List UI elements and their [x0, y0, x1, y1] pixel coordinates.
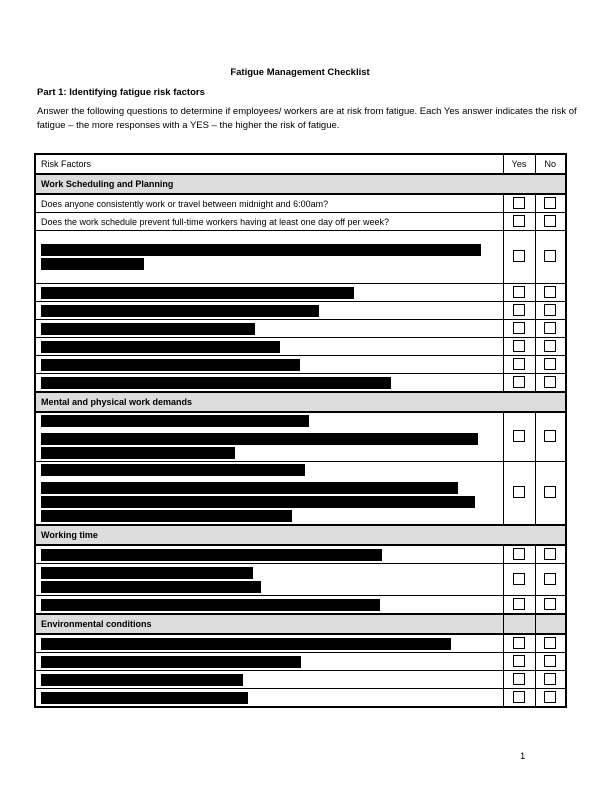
table-row — [35, 302, 566, 320]
yes-cell — [503, 671, 535, 689]
section-title: Mental and physical work demands — [35, 392, 566, 412]
yes-cell — [503, 634, 535, 653]
yes-checkbox[interactable] — [513, 197, 525, 209]
yes-cell — [503, 412, 535, 462]
no-checkbox[interactable] — [544, 430, 556, 442]
redacted-question — [35, 320, 503, 338]
redaction-bar — [41, 567, 253, 579]
redaction-bar — [41, 447, 235, 459]
table-row — [35, 689, 566, 708]
table-row — [35, 338, 566, 356]
redacted-question — [35, 689, 503, 708]
no-checkbox[interactable] — [544, 340, 556, 352]
no-cell — [535, 412, 566, 462]
table-row — [35, 320, 566, 338]
yes-checkbox[interactable] — [513, 598, 525, 610]
redaction-bar — [41, 549, 382, 561]
no-cell — [535, 320, 566, 338]
redacted-question — [35, 231, 503, 284]
yes-cell — [503, 302, 535, 320]
table-row — [35, 545, 566, 564]
page-number: 1 — [520, 751, 526, 762]
no-checkbox[interactable] — [544, 250, 556, 262]
no-checkbox[interactable] — [544, 673, 556, 685]
redacted-question — [35, 374, 503, 393]
redaction-bar — [41, 464, 305, 476]
yes-cell — [503, 194, 535, 213]
redacted-question — [35, 545, 503, 564]
no-cell — [535, 194, 566, 213]
redacted-question — [35, 284, 503, 302]
part-heading: Part 1: Identifying fatigue risk factors — [37, 87, 205, 98]
redaction-bar — [41, 581, 261, 593]
document-title: Fatigue Management Checklist — [230, 67, 370, 78]
table-row — [35, 634, 566, 653]
section-environmental — [35, 614, 566, 634]
redacted-question — [35, 356, 503, 374]
no-checkbox[interactable] — [544, 286, 556, 298]
yes-cell — [503, 374, 535, 393]
redaction-bar — [41, 377, 391, 389]
yes-cell — [503, 231, 535, 284]
no-cell — [535, 653, 566, 671]
table-row — [35, 284, 566, 302]
no-cell — [535, 356, 566, 374]
redaction-bar — [41, 287, 354, 299]
yes-checkbox[interactable] — [513, 430, 525, 442]
section-mental-physical — [35, 392, 566, 412]
yes-cell — [503, 284, 535, 302]
yes-checkbox[interactable] — [513, 304, 525, 316]
redaction-bar — [41, 692, 248, 704]
intro-paragraph: Answer the following questions to determine if employees/ workers are at risk from fatigue. Each Yes answer indicates the risk of fatigue – the more responses with a YES – the higher the risk of fatigue. — [37, 106, 577, 131]
no-checkbox[interactable] — [544, 197, 556, 209]
yes-cell — [503, 462, 535, 526]
yes-checkbox[interactable] — [513, 286, 525, 298]
table-row — [35, 231, 566, 284]
yes-cell — [503, 545, 535, 564]
no-cell — [535, 374, 566, 393]
question-text: Does anyone consistently work or travel between midnight and 6:00am? — [35, 194, 503, 213]
yes-cell — [503, 689, 535, 708]
section-title: Environmental conditions — [35, 614, 503, 634]
redacted-question — [35, 462, 503, 526]
no-cell — [535, 634, 566, 653]
redaction-bar — [41, 599, 380, 611]
redaction-bar — [41, 341, 280, 353]
section-work-scheduling — [35, 174, 566, 194]
redacted-question — [35, 634, 503, 653]
table-row — [35, 213, 566, 231]
redaction-bar — [41, 244, 481, 256]
no-checkbox[interactable] — [544, 322, 556, 334]
table-row — [35, 564, 566, 596]
yes-cell — [503, 564, 535, 596]
redacted-question — [35, 671, 503, 689]
no-checkbox[interactable] — [544, 573, 556, 585]
redaction-bar — [41, 656, 301, 668]
no-checkbox[interactable] — [544, 691, 556, 703]
no-checkbox[interactable] — [544, 376, 556, 388]
yes-checkbox[interactable] — [513, 573, 525, 585]
no-checkbox[interactable] — [544, 655, 556, 667]
table-row — [35, 356, 566, 374]
redacted-question — [35, 564, 503, 596]
no-cell — [535, 596, 566, 615]
header-risk-factors: Risk Factors — [35, 154, 503, 174]
no-cell — [535, 213, 566, 231]
yes-checkbox[interactable] — [513, 673, 525, 685]
redacted-question — [35, 412, 503, 462]
section-title: Working time — [35, 525, 566, 545]
no-checkbox[interactable] — [544, 215, 556, 227]
redaction-bar — [41, 305, 319, 317]
table-header-row — [35, 154, 566, 174]
yes-checkbox[interactable] — [513, 340, 525, 352]
redacted-question — [35, 653, 503, 671]
header-no: No — [535, 154, 566, 174]
redacted-question — [35, 338, 503, 356]
no-cell — [535, 231, 566, 284]
redaction-bar — [41, 433, 478, 445]
table-row — [35, 374, 566, 393]
table-row — [35, 653, 566, 671]
redaction-bar — [41, 510, 292, 522]
no-cell — [535, 545, 566, 564]
no-cell — [535, 462, 566, 526]
section-no-blank — [535, 614, 566, 634]
redacted-question — [35, 596, 503, 615]
yes-checkbox[interactable] — [513, 637, 525, 649]
question-text: Does the work schedule prevent full-time workers having at least one day off per week? — [35, 213, 503, 231]
redacted-question — [35, 302, 503, 320]
yes-cell — [503, 356, 535, 374]
no-checkbox[interactable] — [544, 637, 556, 649]
yes-checkbox[interactable] — [513, 548, 525, 560]
yes-checkbox[interactable] — [513, 358, 525, 370]
redaction-bar — [41, 323, 255, 335]
yes-cell — [503, 320, 535, 338]
table-row — [35, 194, 566, 213]
no-cell — [535, 338, 566, 356]
no-checkbox[interactable] — [544, 548, 556, 560]
redaction-bar — [41, 415, 309, 427]
table-row — [35, 671, 566, 689]
yes-checkbox[interactable] — [513, 486, 525, 498]
redaction-bar — [41, 482, 458, 494]
redaction-bar — [41, 638, 451, 650]
header-yes: Yes — [503, 154, 535, 174]
redaction-bar — [41, 359, 300, 371]
yes-checkbox[interactable] — [513, 250, 525, 262]
no-cell — [535, 284, 566, 302]
section-yes-blank — [503, 614, 535, 634]
section-working-time — [35, 525, 566, 545]
yes-cell — [503, 338, 535, 356]
table-row — [35, 462, 566, 526]
no-cell — [535, 671, 566, 689]
yes-cell — [503, 213, 535, 231]
no-cell — [535, 302, 566, 320]
redaction-bar — [41, 496, 475, 508]
yes-cell — [503, 596, 535, 615]
no-checkbox[interactable] — [544, 598, 556, 610]
table-row — [35, 596, 566, 615]
no-checkbox[interactable] — [544, 486, 556, 498]
yes-checkbox[interactable] — [513, 215, 525, 227]
yes-cell — [503, 653, 535, 671]
section-title: Work Scheduling and Planning — [35, 174, 566, 194]
yes-checkbox[interactable] — [513, 376, 525, 388]
no-checkbox[interactable] — [544, 358, 556, 370]
table-row — [35, 412, 566, 462]
no-cell — [535, 564, 566, 596]
no-checkbox[interactable] — [544, 304, 556, 316]
risk-factors-table — [34, 153, 567, 708]
redaction-bar — [41, 674, 243, 686]
no-cell — [535, 689, 566, 708]
yes-checkbox[interactable] — [513, 691, 525, 703]
yes-checkbox[interactable] — [513, 655, 525, 667]
yes-checkbox[interactable] — [513, 322, 525, 334]
redaction-bar — [41, 258, 144, 270]
